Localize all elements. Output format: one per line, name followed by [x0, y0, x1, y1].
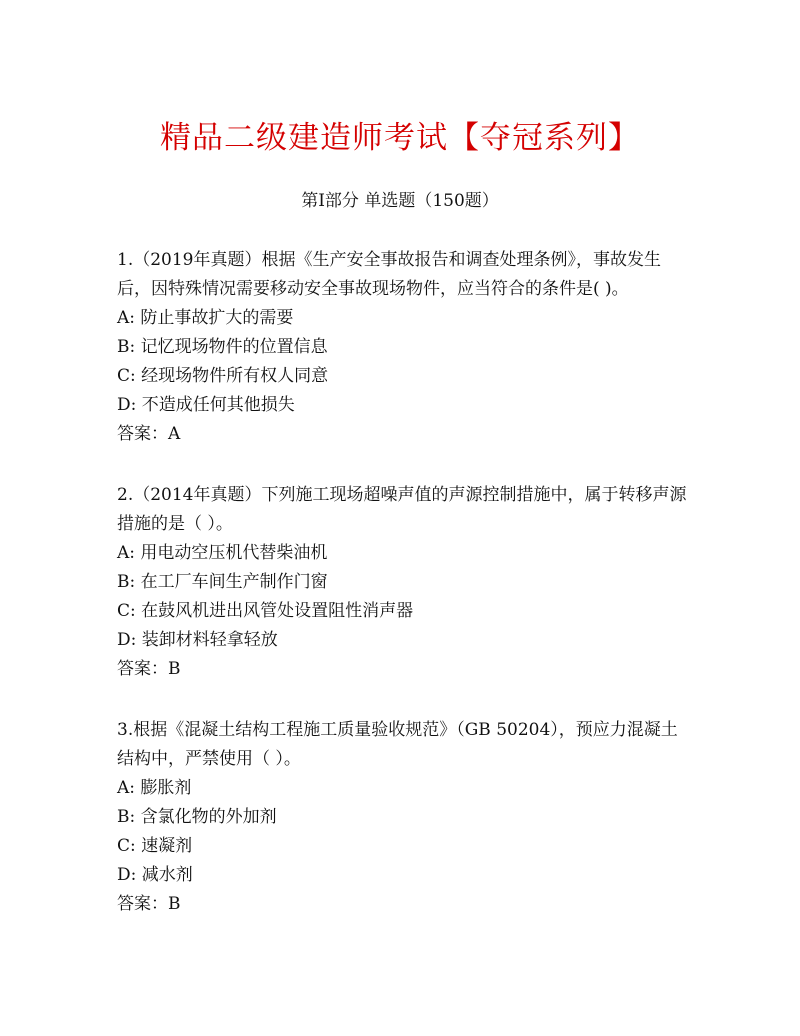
option-c: C: 经现场物件所有权人同意 — [117, 366, 329, 386]
document-title: 精品二级建造师考试【夺冠系列】 — [160, 120, 640, 156]
option-c: C: 速凝剂 — [117, 836, 193, 856]
section-heading: 第I部分 单选题（150题） — [301, 191, 499, 211]
option-b: B: 在工厂车间生产制作门窗 — [117, 572, 328, 592]
option-a: A: 用电动空压机代替柴油机 — [117, 543, 328, 563]
option-b: B: 含氯化物的外加剂 — [117, 807, 277, 827]
question-3 — [117, 716, 687, 919]
answer: 答案：B — [117, 659, 181, 679]
question-1 — [117, 246, 687, 449]
answer: 答案：A — [117, 424, 181, 444]
option-d: D: 装卸材料轻拿轻放 — [117, 630, 278, 650]
question-2 — [117, 481, 687, 684]
option-a: A: 膨胀剂 — [117, 778, 192, 798]
question-list — [117, 246, 687, 951]
question-stem: 2.（2014年真题）下列施工现场超噪声值的声源控制措施中，属于转移声源措施的是（ ）。 — [117, 485, 687, 534]
option-a: A: 防止事故扩大的需要 — [117, 308, 294, 328]
option-c: C: 在鼓风机进出风管处设置阻性消声器 — [117, 601, 414, 621]
option-d: D: 减水剂 — [117, 865, 193, 885]
question-stem: 1.（2019年真题）根据《生产安全事故报告和调查处理条例》，事故发生后，因特殊情况需要移动安全事故现场物件，应当符合的条件是( )。 — [117, 250, 661, 299]
answer: 答案：B — [117, 894, 181, 914]
option-d: D: 不造成任何其他损失 — [117, 395, 295, 415]
option-b: B: 记忆现场物件的位置信息 — [117, 337, 328, 357]
question-stem: 3.根据《混凝土结构工程施工质量验收规范》（GB 50204），预应力混凝土结构中，严禁使用（ ）。 — [117, 720, 678, 769]
